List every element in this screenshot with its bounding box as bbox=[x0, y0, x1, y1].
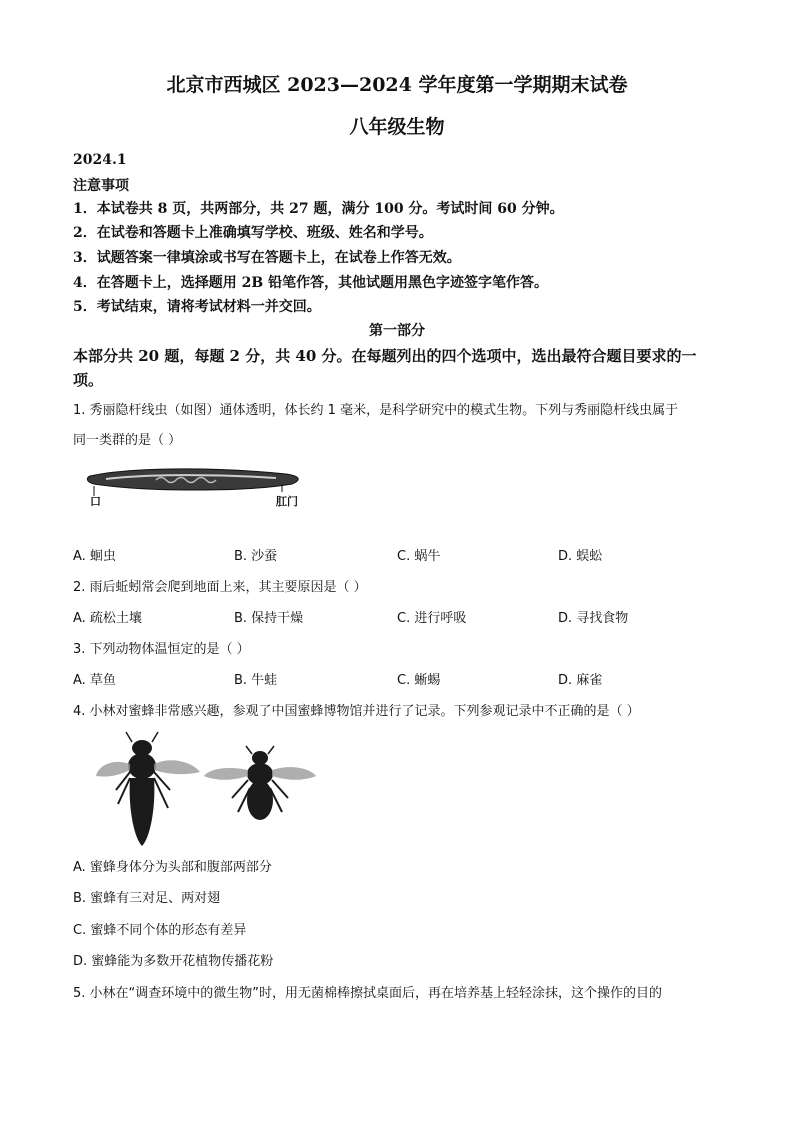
note-item: 1．本试卷共 8 页，共两部分，共 27 题，满分 100 分。考试时间 60 分钟。 bbox=[73, 201, 564, 217]
question-2-text: 2. 雨后蚯蚓常会爬到地面上来，其主要原因是（ ） bbox=[73, 580, 367, 595]
option-b: B. 沙蚕 bbox=[234, 549, 278, 564]
label-mouth: 口 bbox=[90, 495, 101, 508]
option-d: D. 麻雀 bbox=[558, 673, 603, 688]
option-d: D. 寻找食物 bbox=[558, 611, 629, 626]
option-a: A. 蜜蜂身体分为头部和腹部两部分 bbox=[73, 860, 272, 875]
question-4-text: 4. 小林对蜜蜂非常感兴趣，参观了中国蜜蜂博物馆并进行了记录。下列参观记录中不正确的是（ ） bbox=[73, 704, 640, 719]
note-item: 4．在答题卡上，选择题用 2B 铅笔作答，其他试题用黑色字迹签字笔作答。 bbox=[73, 275, 549, 291]
part-instructions-cont: 项。 bbox=[73, 371, 104, 389]
option-d: D. 蜈蚣 bbox=[558, 549, 603, 564]
option-a: A. 草鱼 bbox=[73, 673, 116, 688]
page-title: 北京市西城区 2023—2024 学年度第一学期期末试卷 bbox=[166, 74, 628, 96]
option-c: C. 进行呼吸 bbox=[397, 611, 467, 626]
note-item: 3．试题答案一律填涂或书写在答题卡上，在试卷上作答无效。 bbox=[73, 250, 461, 266]
question-1-text: 1. 秀丽隐杆线虫（如图）通体透明，体长约 1 毫米，是科学研究中的模式生物。下列与秀丽隐杆线虫属于 bbox=[73, 403, 679, 418]
option-b: B. 牛蛙 bbox=[234, 673, 278, 688]
option-b: B. 保持干燥 bbox=[234, 611, 304, 626]
page-subtitle: 八年级生物 bbox=[349, 116, 445, 138]
part-instructions: 本部分共 20 题，每题 2 分，共 40 分。在每题列出的四个选项中，选出最符合题目要求的一 bbox=[73, 347, 697, 365]
question-1-text-cont: 同一类群的是（ ） bbox=[73, 433, 182, 448]
label-anus: 肛门 bbox=[276, 495, 298, 508]
bee-figure bbox=[92, 728, 322, 850]
note-item: 5．考试结束，请将考试材料一并交回。 bbox=[73, 299, 321, 315]
option-a: A. 蛔虫 bbox=[73, 549, 116, 564]
option-b: B. 蜜蜂有三对足、两对翅 bbox=[73, 891, 221, 906]
option-a: A. 疏松土壤 bbox=[73, 611, 142, 626]
notes-heading: 注意事项 bbox=[73, 178, 129, 194]
part-heading: 第一部分 bbox=[369, 323, 425, 339]
nematode-figure bbox=[86, 462, 306, 512]
question-3-text: 3. 下列动物体温恒定的是（ ） bbox=[73, 642, 250, 657]
option-d: D. 蜜蜂能为多数开花植物传播花粉 bbox=[73, 954, 274, 969]
question-5-text: 5. 小林在“调查环境中的微生物”时，用无菌棉棒擦拭桌面后，再在培养基上轻轻涂抹，这个操作的目的 bbox=[73, 986, 663, 1001]
exam-date: 2024.1 bbox=[73, 152, 127, 168]
option-c: C. 蜗牛 bbox=[397, 549, 441, 564]
option-c: C. 蜥蜴 bbox=[397, 673, 441, 688]
note-item: 2．在试卷和答题卡上准确填写学校、班级、姓名和学号。 bbox=[73, 225, 433, 241]
option-c: C. 蜜蜂不同个体的形态有差异 bbox=[73, 923, 247, 938]
